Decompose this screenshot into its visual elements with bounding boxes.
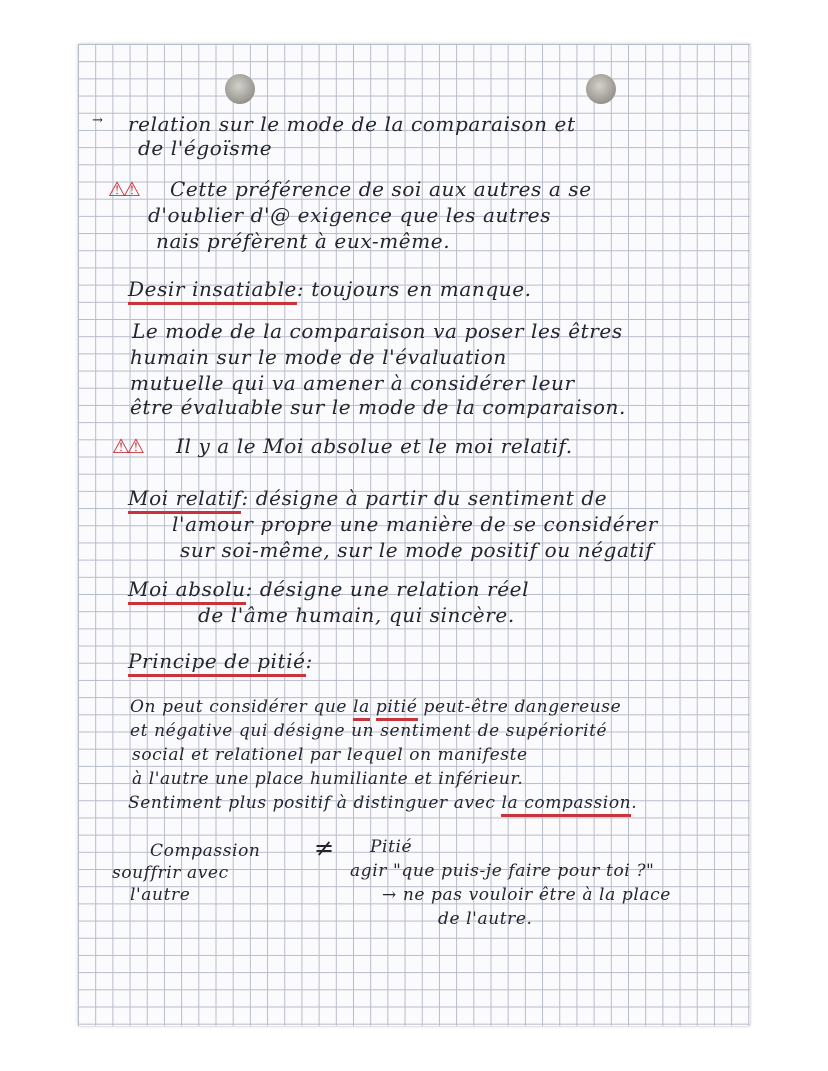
compassion-line-2: l'autre (130, 885, 191, 905)
mode-line-1: Le mode de la comparaison va poser les êtres (132, 319, 623, 343)
pitie-line-1-pre: On peut considérer que (130, 697, 354, 717)
moi-relatif-line-1: : désigne à partir du sentiment de (241, 486, 608, 510)
compassion-highlight: la compassion (501, 793, 631, 817)
warning-icon: ⚠⚠ (108, 177, 138, 201)
pitie-line-5-pre: Sentiment plus positif à distinguer avec (128, 793, 502, 813)
principe-colon: : (305, 649, 313, 673)
pitie-line-1-post: peut-être dangereuse (417, 697, 622, 717)
pitie-line-4: à l'autre une place humiliante et inférieur. (132, 769, 524, 789)
pitie-line-5 (128, 792, 637, 814)
punch-hole-right (586, 74, 616, 104)
warning-icon-2: ⚠⚠ (112, 434, 142, 458)
pitie-def-line-2: → ne pas vouloir être à la place (382, 885, 671, 905)
principe-title: Principe de pitié (128, 649, 306, 677)
moi-relatif-line-3: sur soi-même, sur le mode positif ou négatif (180, 538, 654, 562)
moi-relatif-title: Moi relatif (128, 486, 241, 514)
arrow-icon: → (92, 113, 103, 128)
pitie-line-2: et négative qui désigne un sentiment de supériorité (130, 721, 608, 741)
desir-title: Desir insatiable (128, 277, 297, 305)
pitie-line-3: social et relationel par lequel on manifeste (132, 745, 528, 765)
desir-heading (128, 278, 532, 300)
warn1-line-1: Cette préférence de soi aux autres a se (170, 177, 592, 201)
warn1-line-3: nais préfèrent à eux-même. (156, 229, 451, 253)
warn2-line: Il y a le Moi absolue et le moi relatif. (176, 434, 573, 458)
intro-line-1: relation sur le mode de la comparaison et (128, 112, 576, 136)
mode-line-3: mutuelle qui va amener à considérer leur (130, 371, 575, 395)
pitie-line-1-la: la (353, 697, 370, 721)
principe-heading (128, 650, 313, 672)
intro-line-2: de l'égoïsme (138, 136, 273, 160)
moi-relatif-heading (128, 487, 607, 509)
not-equal-icon: ≠ (314, 834, 335, 862)
pitie-line-1 (130, 696, 621, 718)
moi-absolu-heading (128, 578, 529, 600)
moi-absolu-line-2: de l'âme humain, qui sincère. (198, 603, 515, 627)
mode-line-2: humain sur le mode de l'évaluation (130, 345, 507, 369)
pitie-def-line-3: de l'autre. (438, 909, 533, 929)
punch-hole-left (225, 74, 255, 104)
compassion-title: Compassion (150, 841, 261, 861)
pitie-line-5-post: . (631, 793, 638, 813)
compassion-line-1: souffrir avec (112, 863, 229, 883)
desir-text: : toujours en manque. (296, 277, 532, 301)
pitie-def-line-1: agir "que puis-je faire pour toi ?" (350, 861, 655, 881)
pitie-line-1-pitie: pitié (376, 697, 418, 721)
moi-relatif-line-2: l'amour propre une manière de se considérer (172, 512, 658, 536)
moi-absolu-line-1: : désigne une relation réel (245, 577, 530, 601)
mode-line-4: être évaluable sur le mode de la comparaison. (130, 395, 626, 419)
warn1-line-2: d'oublier d'@ exigence que les autres (148, 203, 552, 227)
pitie-title: Pitié (370, 837, 413, 857)
moi-absolu-title: Moi absolu (128, 577, 246, 605)
